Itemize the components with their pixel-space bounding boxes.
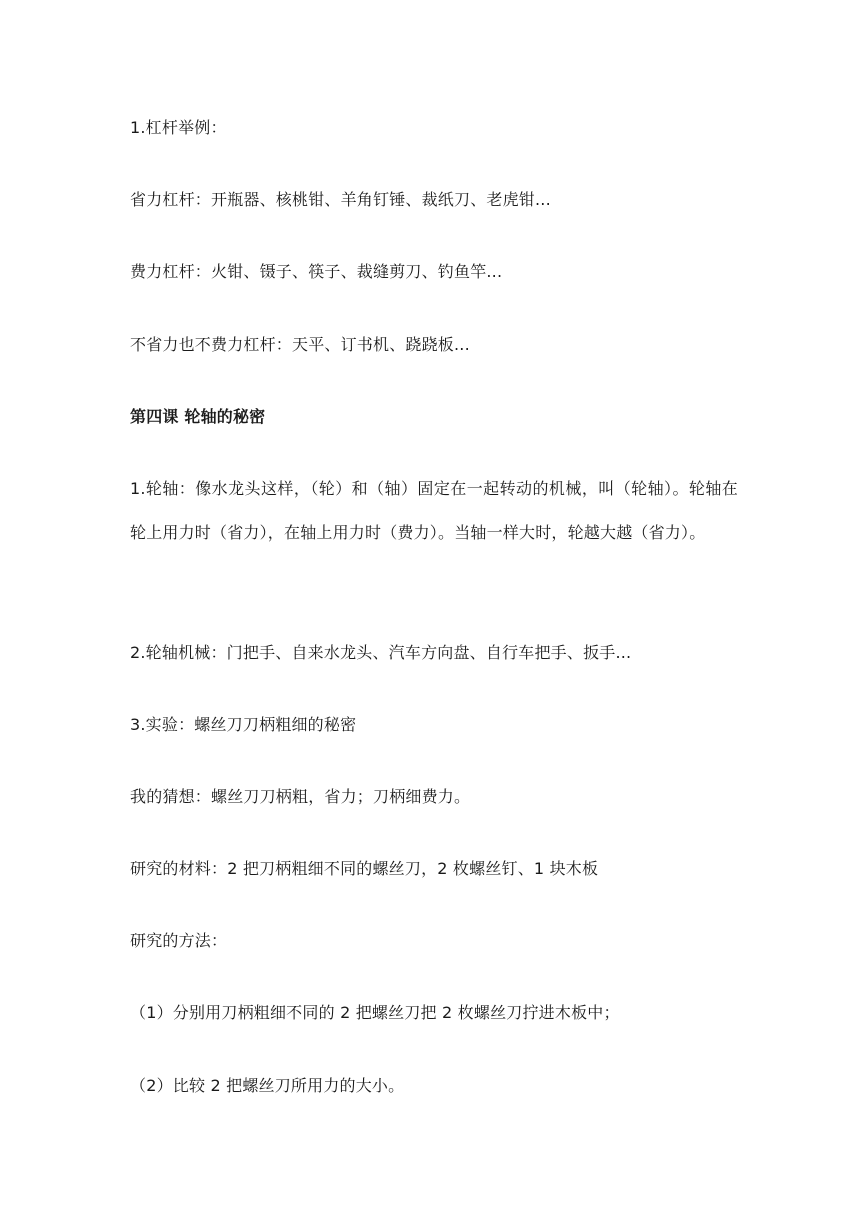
lesson4-heading: 第四课 轮轴的秘密 xyxy=(130,407,266,426)
method-title: 研究的方法： xyxy=(130,931,228,950)
labor-saving-lever-examples: 省力杠杆：开瓶器、核桃钳、羊角钉锤、裁纸刀、老虎钳... xyxy=(130,190,551,209)
lever-examples-title: 1.杠杆举例： xyxy=(130,118,227,137)
method-step-2: （2）比较 2 把螺丝刀所用力的大小。 xyxy=(130,1076,405,1095)
wheel-axle-machines: 2.轮轴机械：门把手、自来水龙头、汽车方向盘、自行车把手、扳手... xyxy=(130,643,632,662)
wheel-axle-definition: 1.轮轴：像水龙头这样，（轮）和（轴）固定在一起转动的机械，叫（轮轴）。轮轴在轮上用力时（省力），在轴上用力时（费力）。当轴一样大时，轮越大越（省力）。 xyxy=(130,479,738,542)
materials: 研究的材料：2 把刀柄粗细不同的螺丝刀，2 枚螺丝钉、1 块木板 xyxy=(130,859,599,878)
neutral-lever-examples: 不省力也不费力杠杆：天平、订书机、跷跷板... xyxy=(130,335,470,354)
labor-costing-lever-examples: 费力杠杆：火钳、镊子、筷子、裁缝剪刀、钓鱼竿... xyxy=(130,262,503,281)
hypothesis: 我的猜想：螺丝刀刀柄粗，省力；刀柄细费力。 xyxy=(130,787,471,806)
experiment-title: 3.实验：螺丝刀刀柄粗细的秘密 xyxy=(130,715,357,734)
method-step-1: （1）分别用刀柄粗细不同的 2 把螺丝刀把 2 枚螺丝刀拧进木板中； xyxy=(130,1003,620,1022)
